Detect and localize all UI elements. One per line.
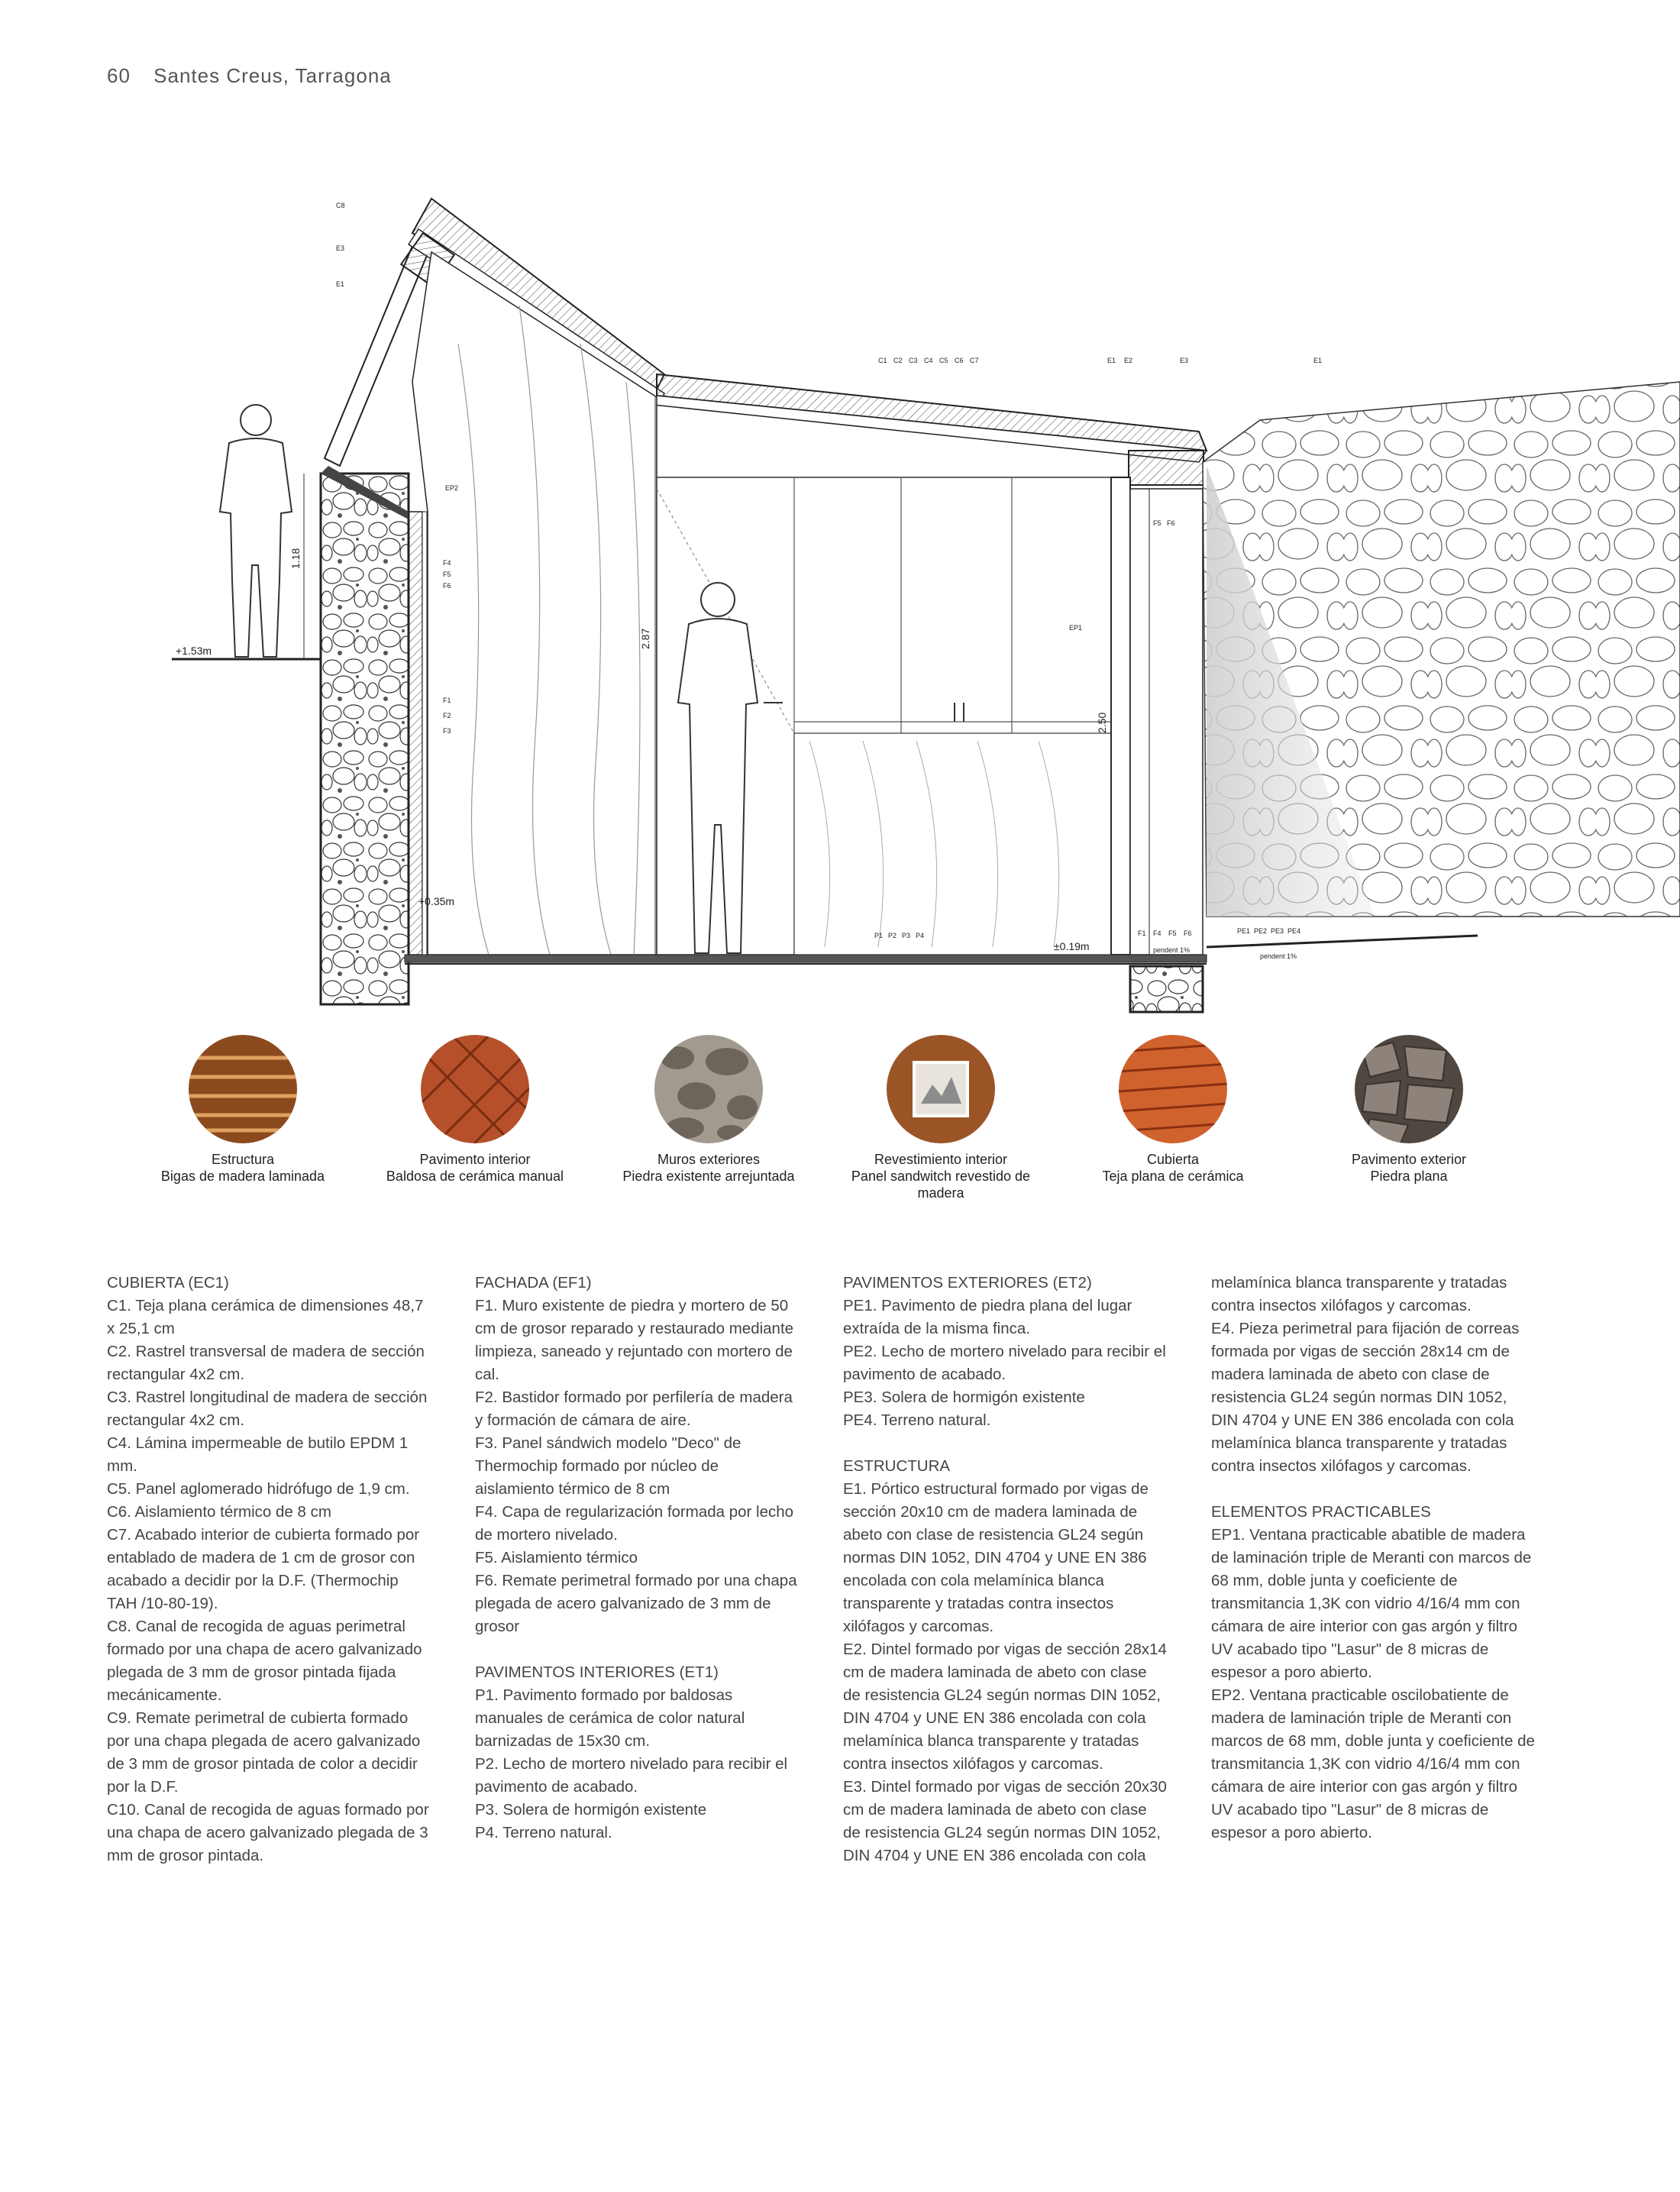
section-title: FACHADA (EF1) [475, 1274, 592, 1292]
wood-panel-icon [887, 1035, 995, 1143]
svg-text:C6: C6 [955, 357, 964, 364]
svg-text:E1: E1 [1313, 357, 1323, 364]
level-zero: ±0.19m [1054, 940, 1090, 952]
svg-text:EP2: EP2 [445, 484, 459, 492]
svg-text:E2: E2 [1124, 357, 1133, 364]
level-exterior-high: +1.53m [176, 645, 212, 657]
spec-item: E3. Dintel formado por vigas de sección 20x30 cm de madera laminada de abeto con clase de resistencia GL24 según normas DIN 1052, DIN 4704 y UNE EN 386 encolada con cola [843, 1778, 1167, 1864]
swatch-sub: Teja plana de cerámica [1102, 1169, 1244, 1184]
svg-text:F6: F6 [1167, 519, 1175, 527]
dim-door-height: 2.50 [1096, 712, 1108, 733]
swatch-sub: Panel sandwitch revestido de madera [851, 1169, 1031, 1201]
person-silhouette-left [220, 405, 292, 657]
spec-item: EP2. Ventana practicable oscilobatiente de madera de laminación triple de Meranti con marcos de 68 mm, doble junta y coeficiente de transmitancia 1,3K con vidrio 4/16/4 mm con cámara de aire interior con gas argón y filtro UV acabado tipo "Lasur" de 8 micras de espesor a poro abierto. [1211, 1686, 1535, 1841]
left-roof-codes [336, 202, 345, 288]
svg-text:C1: C1 [878, 357, 887, 364]
kitchen-cabinet [794, 703, 1111, 955]
svg-text:F6: F6 [443, 582, 451, 590]
ep1-code: EP1 [1069, 624, 1083, 632]
roof-codes [878, 357, 979, 364]
swatch-muros [594, 1035, 823, 1185]
swatch-label: Revestimiento interior [874, 1152, 1008, 1167]
swatch-cubierta [1058, 1035, 1287, 1185]
swatch-estructura [128, 1035, 357, 1185]
spec-item: F3. Panel sándwich modelo "Deco" de Thermochip formado por núcleo de aislamiento térmico de 8 cm [475, 1434, 741, 1498]
stone-wall-icon [654, 1035, 763, 1143]
svg-text:P1: P1 [874, 932, 884, 939]
section-title: PAVIMENTOS EXTERIORES (ET2) [843, 1274, 1092, 1292]
location-title: Santes Creus, Tarragona [153, 64, 392, 87]
spec-item: C10. Canal de recogida de aguas formado por una chapa de acero galvanizado plegada de 3 mm de grosor pintada. [107, 1801, 429, 1864]
page-number: 60 [107, 64, 131, 87]
svg-text:C4: C4 [924, 357, 933, 364]
page-header [107, 64, 392, 88]
svg-text:E3: E3 [336, 244, 345, 252]
spec-item: F4. Capa de regularización formada por lecho de mortero nivelado. [475, 1503, 794, 1544]
svg-text:E3: E3 [1180, 357, 1189, 364]
svg-text:P3: P3 [902, 932, 911, 939]
wood-beams-icon [189, 1035, 297, 1143]
swatch-pavimento-interior [360, 1035, 590, 1185]
swatch-sub: Bigas de madera laminada [160, 1169, 325, 1184]
spec-item: C6. Aislamiento térmico de 8 cm [107, 1503, 331, 1521]
svg-text:F2: F2 [443, 712, 451, 719]
swatch-revestimiento [826, 1035, 1055, 1201]
spec-item: PE4. Terreno natural. [843, 1411, 991, 1429]
spec-item: C3. Rastrel longitudinal de madera de sección rectangular 4x2 cm. [107, 1389, 428, 1429]
swatch-label: Muros exteriores [657, 1152, 761, 1167]
svg-text:E1: E1 [1107, 357, 1116, 364]
swatch-label: Cubierta [1146, 1152, 1200, 1167]
spec-item: C5. Panel aglomerado hidrófugo de 1,9 cm. [107, 1480, 410, 1498]
swatch-label: Estructura [211, 1152, 275, 1167]
svg-text:C2: C2 [893, 357, 903, 364]
svg-text:P4: P4 [916, 932, 925, 939]
material-swatches [0, 1035, 1680, 1201]
spec-item: E4. Pieza perimetral para fijación de correas formada por vigas de sección 28x14 cm de madera laminada de abeto con clase de resistencia GL24 según normas DIN 1052, DIN 4704 y UNE EN 386 encolada con cola melamínica blanca transparente y tratadas contra insectos xilófagos y carcomas. [1211, 1320, 1520, 1475]
section-title: ESTRUCTURA [843, 1457, 951, 1475]
column-cubierta [107, 1272, 431, 1867]
svg-text:PE1: PE1 [1237, 927, 1251, 935]
spec-item: C8. Canal de recogida de aguas perimetral formado por una chapa de acero galvanizado plegada de 3 mm de grosor pintada fijada mecánicamente. [107, 1618, 422, 1704]
spec-item: P1. Pavimento formado por baldosas manuales de cerámica de color natural barnizadas de 15x30 cm. [475, 1686, 745, 1750]
spec-item: EP1. Ventana practicable abatible de madera de laminación triple de Meranti con marcos de 68 mm, doble junta y coeficiente de transmitancia 1,3K con vidrio 4/16/4 mm con cámara de aire interior con gas argón y filtro UV acabado tipo "Lasur" de 8 micras de espesor a poro abierto. [1211, 1526, 1532, 1681]
svg-text:F1: F1 [1138, 929, 1146, 937]
spec-item: PE2. Lecho de mortero nivelado para recibir el pavimento de acabado. [843, 1343, 1166, 1383]
ceramic-tile-icon [421, 1035, 529, 1143]
svg-text:F6: F6 [1184, 929, 1192, 937]
svg-text:F5: F5 [1153, 519, 1161, 527]
spec-item: C2. Rastrel transversal de madera de sección rectangular 4x2 cm. [107, 1343, 425, 1383]
slope-label: pendent 1% [1153, 946, 1191, 954]
spec-item: C9. Remate perimetral de cubierta formado por una chapa plegada de acero galvanizado de 3 mm de grosor pintada de color a decidir por la D.F. [107, 1709, 421, 1796]
spec-item: F1. Muro existente de piedra y mortero de 50 cm de grosor reparado y restaurado mediante limpieza, saneado y rejuntado con mortero de cal. [475, 1297, 794, 1383]
column-pavimentos-estructura [843, 1272, 1168, 1867]
swatch-sub: Piedra existente arrejuntada [622, 1169, 795, 1184]
section-title: CUBIERTA (EC1) [107, 1274, 229, 1292]
swatch-label: Pavimento interior [419, 1152, 531, 1167]
ext-floor-codes [1237, 927, 1300, 935]
spec-item: P2. Lecho de mortero nivelado para recibir el pavimento de acabado. [475, 1755, 788, 1796]
svg-text:P2: P2 [888, 932, 897, 939]
left-stone-wall [321, 474, 409, 1004]
svg-text:F4: F4 [443, 559, 451, 567]
svg-text:F4: F4 [1153, 929, 1161, 937]
svg-text:C5: C5 [939, 357, 948, 364]
level-interior: +0.35m [418, 895, 455, 907]
struct-codes [1107, 357, 1322, 364]
right-stone-footing [1130, 966, 1203, 1012]
section-title: PAVIMENTOS INTERIORES (ET1) [475, 1663, 719, 1681]
svg-text:C8: C8 [336, 202, 345, 209]
swatch-sub: Baldosa de cerámica manual [386, 1169, 564, 1184]
dim-wall-height: 1.18 [289, 548, 302, 569]
svg-text:PE2: PE2 [1254, 927, 1268, 935]
section-title: ELEMENTOS PRACTICABLES [1211, 1503, 1431, 1521]
swatch-label: Pavimento exterior [1351, 1152, 1467, 1167]
dim-room-height: 2.87 [639, 628, 651, 649]
swatch-sub: Piedra plana [1370, 1169, 1448, 1184]
svg-text:F5: F5 [443, 571, 451, 578]
column-fachada [475, 1272, 800, 1844]
spec-item: F2. Bastidor formado por perfilería de madera y formación de cámara de aire. [475, 1389, 793, 1429]
spec-item: P3. Solera de hormigón existente [475, 1801, 707, 1819]
spec-item: E1. Pórtico estructural formado por vigas de sección 20x10 cm de madera laminada de abeto con clase de resistencia GL24 según normas DIN 1052, DIN 4704 y UNE EN 386 encolada con cola melamínica blanca transparente y tratadas contra insectos xilófagos y carcomas. [843, 1480, 1149, 1635]
spec-item: P4. Terreno natural. [475, 1824, 612, 1841]
spec-item: C1. Teja plana cerámica de dimensiones 48,7 x 25,1 cm [107, 1297, 424, 1337]
spec-item: PE3. Solera de hormigón existente [843, 1389, 1085, 1406]
slope-label-exterior: pendent 1% [1260, 952, 1297, 960]
column-elementos [1211, 1272, 1536, 1844]
spec-item: PE1. Pavimento de piedra plana del lugar extraída de la misma finca. [843, 1297, 1132, 1337]
section-drawing [0, 153, 1680, 1016]
roof-tile-icon [1119, 1035, 1227, 1143]
spec-item: C4. Lámina impermeable de butilo EPDM 1 mm. [107, 1434, 409, 1475]
swatch-pavimento-exterior [1294, 1035, 1523, 1185]
svg-text:C3: C3 [909, 357, 918, 364]
svg-text:E1: E1 [336, 280, 345, 288]
svg-text:C7: C7 [970, 357, 979, 364]
spec-item: F6. Remate perimetral formado por una chapa plegada de acero galvanizado de 3 mm de grosor [475, 1572, 797, 1635]
spec-item: E2. Dintel formado por vigas de sección 28x14 cm de madera laminada de abeto con clase de resistencia GL24 según normas DIN 1052, DIN 4704 y UNE EN 386 encolada con cola melamínica blanca transparente y tratadas contra insectos xilófagos y carcomas. [843, 1641, 1167, 1773]
spec-item: F5. Aislamiento térmico [475, 1549, 638, 1566]
spec-item: C7. Acabado interior de cubierta formado por entablado de madera de 1 cm de grosor con acabado a decidir por la D.F. (Thermochip TAH /10-80-19). [107, 1526, 420, 1612]
flat-stone-icon [1355, 1035, 1463, 1143]
svg-text:F1: F1 [443, 697, 451, 704]
svg-text:F3: F3 [443, 727, 451, 735]
svg-text:PE3: PE3 [1271, 927, 1284, 935]
spec-item: melamínica blanca transparente y tratadas contra insectos xilófagos y carcomas. [1211, 1274, 1507, 1314]
svg-text:F5: F5 [1168, 929, 1177, 937]
svg-text:PE4: PE4 [1287, 927, 1301, 935]
